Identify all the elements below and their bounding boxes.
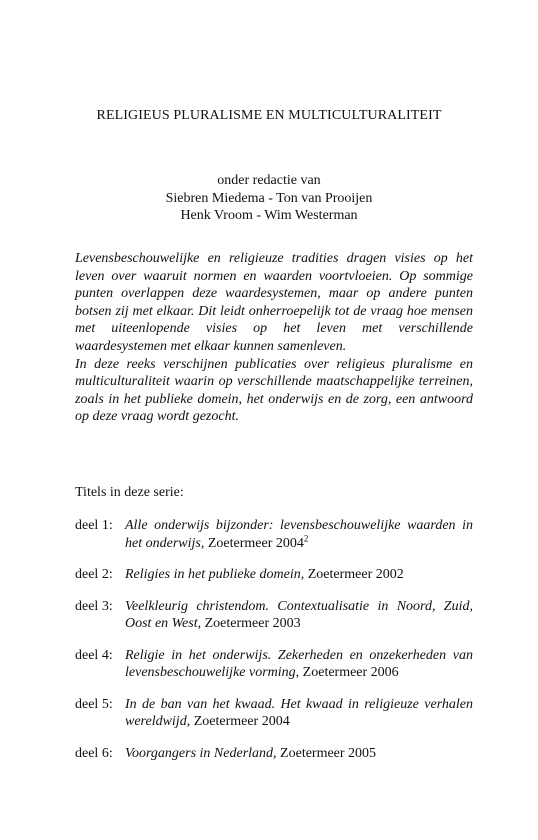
description-paragraph-2: In deze reeks verschijnen publicaties over religieus pluralisme en multiculturaliteit waarin op verschillende maatschappelijke terreinen, zoals in het publieke domein, het onderwijs en de zorg, een antwoord op deze vraag wordt gezocht. bbox=[75, 356, 473, 425]
volume-entry bbox=[125, 598, 473, 633]
volume-label: deel 6: bbox=[75, 745, 113, 761]
list-item bbox=[75, 598, 473, 633]
volume-title: Alle onderwijs bijzonder: levensbeschouwelijke waarden in het onderwijs bbox=[125, 518, 473, 551]
edition-superscript: 2 bbox=[303, 532, 309, 543]
volume-title: Religies in het publieke domein bbox=[125, 567, 301, 582]
volume-imprint: , Zoetermeer 2002 bbox=[300, 567, 404, 582]
list-item bbox=[75, 745, 473, 763]
editors-block bbox=[0, 172, 538, 225]
volume-label: deel 3: bbox=[75, 598, 113, 614]
volume-label: deel 5: bbox=[75, 696, 113, 712]
volume-entry bbox=[125, 696, 473, 731]
volume-title: Religie in het onderwijs. Zekerheden en onzekerheden van levensbeschouwelijke vorming bbox=[125, 647, 473, 680]
editors-names-1: Siebren Miedema - Ton van Prooijen bbox=[165, 190, 373, 206]
volume-entry bbox=[125, 517, 473, 552]
description-paragraph-1: Levensbeschouwelijke en religieuze tradities dragen visies op het leven over waaruit normen en waarden voortvloeien. Op sommige punten overlappen deze waardesystemen, maar op andere punten botsen zij met elkaar. Dit leidt onherroepelijk tot de vraag hoe mensen met uiteenlopende visies op het leven met verschillende waardesystemen met elkaar kunnen samenleven. bbox=[75, 251, 473, 354]
series-description bbox=[75, 250, 473, 426]
editors-intro: onder redactie van bbox=[217, 173, 321, 188]
volume-title: In de ban van het kwaad. Het kwaad in religieuze verhalen wereldwijd bbox=[125, 696, 473, 729]
series-title: RELIGIEUS PLURALISME EN MULTICULTURALITEIT bbox=[96, 108, 442, 123]
volume-entry bbox=[125, 566, 473, 584]
volume-imprint: , Zoetermeer 2004 bbox=[200, 535, 304, 551]
list-item bbox=[75, 517, 473, 552]
volume-label: deel 1: bbox=[75, 518, 113, 533]
volume-imprint: , Zoetermeer 2004 bbox=[186, 714, 290, 729]
volume-imprint: , Zoetermeer 2005 bbox=[273, 745, 377, 761]
volume-label: deel 2: bbox=[75, 567, 113, 582]
list-item bbox=[75, 566, 473, 584]
volume-entry bbox=[125, 647, 473, 682]
volume-imprint: , Zoetermeer 2006 bbox=[295, 665, 399, 680]
list-item bbox=[75, 696, 473, 731]
volume-entry bbox=[125, 745, 473, 763]
volume-label: deel 4: bbox=[75, 647, 113, 663]
volume-title: Veelkleurig christendom. Contextualisatie in Noord, Zuid, Oost en West bbox=[125, 598, 473, 631]
volume-title: Voorgangers in Nederland bbox=[125, 745, 274, 761]
editors-names-2: Henk Vroom - Wim Westerman bbox=[180, 208, 358, 223]
list-item bbox=[75, 647, 473, 682]
series-list bbox=[75, 517, 473, 776]
volume-imprint: , Zoetermeer 2003 bbox=[197, 616, 301, 631]
series-list-heading: Titels in deze serie: bbox=[75, 485, 184, 500]
